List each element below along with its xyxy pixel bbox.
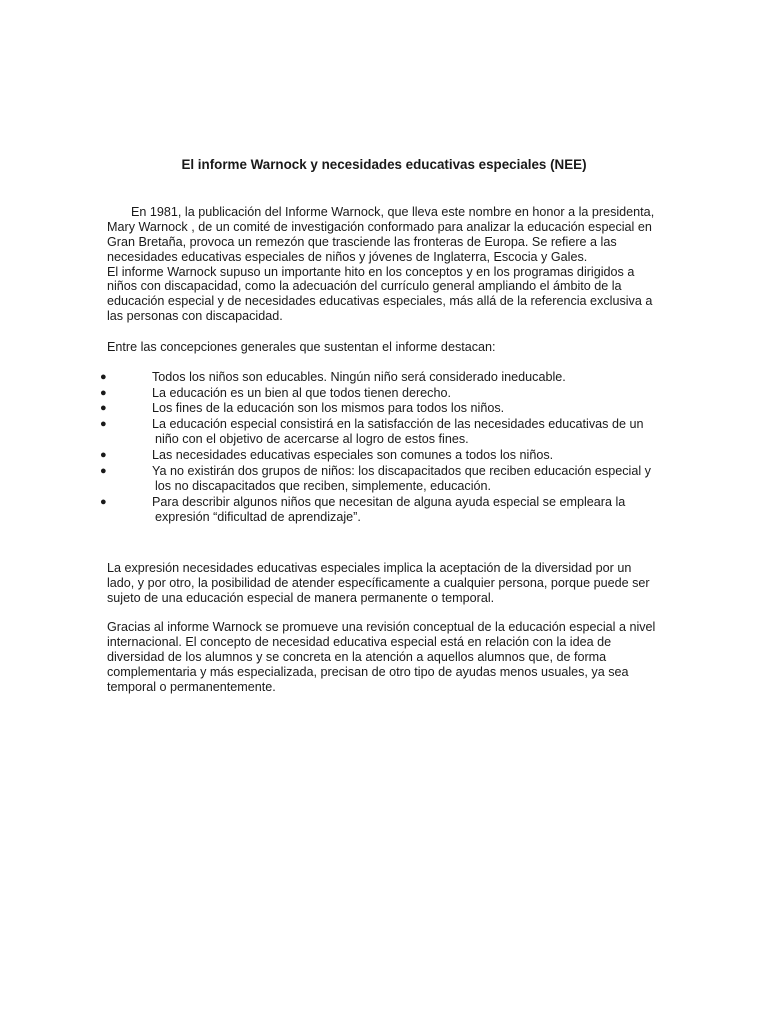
paragraph-line: niños con discapacidad, como la adecuación del currículo general ampliando el ámbito de la: [107, 279, 622, 294]
list-item: [0, 401, 768, 417]
paragraph-line: necesidades educativas especiales de niños y jóvenes de Inglaterra, Escocia y Gales.: [107, 249, 588, 264]
list-item-continuation: niño con el objetivo de acercarse al logro de estos fines.: [155, 432, 469, 447]
concepts-list: [0, 370, 768, 526]
paragraph-line: diversidad de los alumnos y se concreta en la atención a aquellos alumnos que, de forma: [107, 649, 607, 664]
list-item: [0, 417, 768, 448]
paragraph-line: Gracias al informe Warnock se promueve una revisión conceptual de la educación especial a nivel: [107, 620, 656, 634]
list-item-text: Para describir algunos niños que necesitan de alguna ayuda especial se empleara la: [152, 494, 626, 509]
list-item: [0, 448, 768, 464]
bullet-icon: ●: [100, 386, 107, 399]
paragraph-line: complementaria y más especializada, precisan de otro tipo de ayudas menos usuales, ya sea: [107, 664, 629, 679]
list-item: [0, 370, 768, 386]
paragraph-line: Gran Bretaña, provoca un remezón que trasciende las fronteras de Europa. Se refiere a las: [107, 234, 617, 249]
document-title: El informe Warnock y necesidades educativas especiales (NEE): [181, 157, 587, 172]
list-item-text: Las necesidades educativas especiales son comunes a todos los niños.: [152, 447, 554, 462]
bullet-icon: ●: [100, 402, 107, 415]
lead-in-text: Entre las concepciones generales que sustentan el informe destacan:: [107, 340, 496, 354]
bullet-icon: ●: [100, 448, 107, 461]
paragraph-line: temporal o permanentemente.: [107, 679, 276, 694]
paragraph-line: educación especial y de necesidades educativas especiales, más allá de la referencia exclusiva a: [107, 294, 653, 309]
list-item: [0, 386, 768, 402]
list-item-text: Ya no existirán dos grupos de niños: los discapacitados que reciben educación especial y: [152, 463, 651, 478]
paragraph-3: [107, 620, 655, 694]
paragraph-2: [107, 561, 650, 606]
list-item-text: Los fines de la educación son los mismos para todos los niños.: [152, 401, 505, 416]
paragraph-line: internacional. El concepto de necesidad educativa especial está en relación con la idea de: [107, 634, 612, 649]
paragraph-line: La expresión necesidades educativas especiales implica la aceptación de la diversidad por un: [107, 561, 632, 575]
paragraph-line: sujeto de una educación especial de manera permanente o temporal.: [107, 590, 495, 605]
bullet-icon: ●: [100, 495, 107, 508]
bullet-icon: ●: [100, 417, 107, 430]
bullet-icon: ●: [100, 371, 107, 383]
paragraph-line: lado, y por otro, la posibilidad de atender específicamente a cualquier persona, porque puede ser: [107, 575, 650, 590]
list-item: [0, 495, 768, 526]
list-item: [0, 464, 768, 495]
intro-paragraph: [107, 205, 654, 324]
paragraph-line: las personas con discapacidad.: [107, 309, 283, 324]
list-item-continuation: expresión “dificultad de aprendizaje”.: [155, 510, 361, 525]
list-item-text: La educación es un bien al que todos tienen derecho.: [152, 385, 451, 400]
list-item-text: Todos los niños son educables. Ningún niño será considerado ineducable.: [152, 370, 566, 384]
list-item-continuation: los no discapacitados que reciben, simplemente, educación.: [155, 479, 492, 494]
paragraph-line: Mary Warnock , de un comité de investigación conformado para analizar la educación especial en: [107, 219, 652, 234]
paragraph-line: En 1981, la publicación del Informe Warnock, que lleva este nombre en honor a la presidenta,: [131, 205, 655, 219]
paragraph-line: El informe Warnock supuso un importante hito en los conceptos y en los programas dirigidos a: [107, 264, 635, 279]
bullet-icon: ●: [100, 464, 107, 477]
list-item-text: La educación especial consistirá en la satisfacción de las necesidades educativas de un: [152, 416, 644, 431]
